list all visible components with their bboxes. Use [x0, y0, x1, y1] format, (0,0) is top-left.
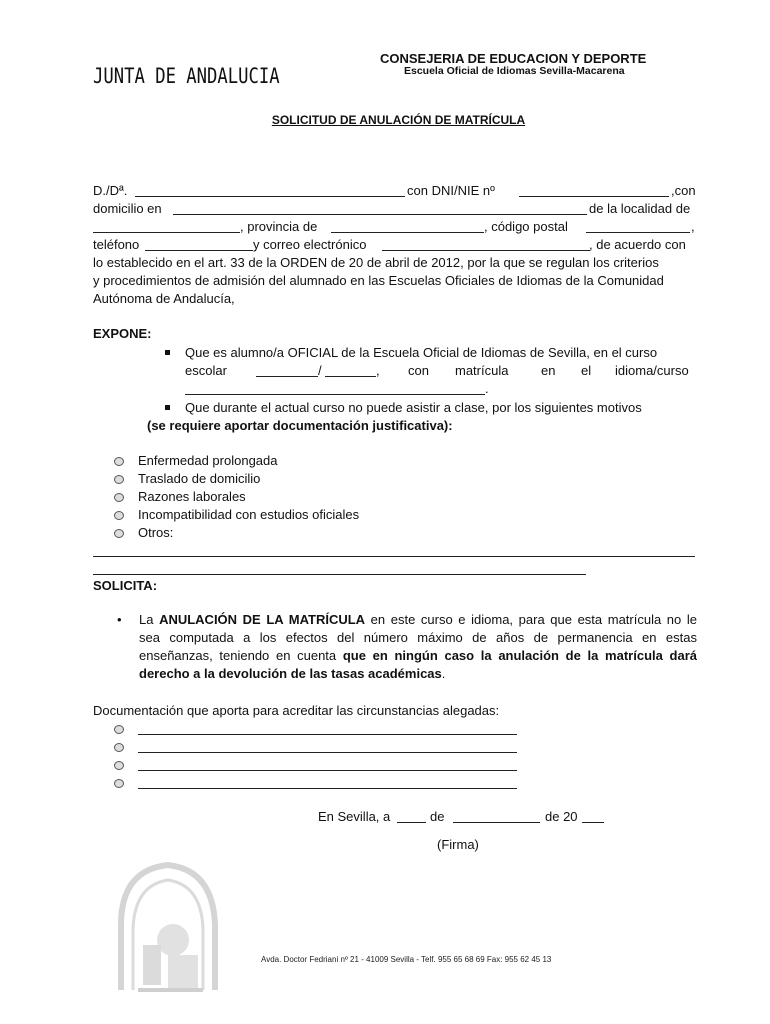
motivo-traslado: Traslado de domicilio — [138, 471, 261, 486]
square-bullet-icon — [165, 405, 170, 410]
applicant-section — [93, 182, 697, 308]
label-provincia: , provincia de — [240, 219, 318, 234]
radio-circle-icon[interactable] — [114, 493, 124, 502]
legal-text-3: Autónoma de Andalucía, — [93, 291, 235, 306]
bullet-dot: • — [117, 612, 122, 627]
year-start-field[interactable] — [256, 376, 318, 377]
provincia-row — [93, 218, 697, 236]
telefono-row — [93, 236, 697, 254]
motivo-laborales: Razones laborales — [138, 489, 246, 504]
localidad-field[interactable] — [93, 232, 240, 233]
solicita-heading: SOLICITA: — [93, 578, 158, 593]
word-en: en — [541, 363, 556, 378]
logo-text: JUNTA DE ANDALUCIA — [93, 64, 280, 88]
year-field[interactable] — [582, 822, 604, 823]
radio-circle-icon[interactable] — [114, 529, 124, 538]
cp-field[interactable] — [586, 232, 690, 233]
legal-text-1: lo establecido en el art. 33 de la ORDEN de 20 de abril de 2012, por la que se regulan los criterios — [93, 255, 659, 270]
footer-address: Avda. Doctor Fedriani nº 21 - 41009 Sevilla - Telf. 955 65 68 69 Fax: 955 62 45 13 — [261, 955, 552, 964]
comma: , — [691, 219, 695, 234]
word-el: el — [581, 363, 592, 378]
label-domicilio: domicilio en — [93, 201, 162, 216]
word-con: con — [408, 363, 429, 378]
label-localidad: de la localidad de — [589, 201, 691, 216]
documento-field-2[interactable] — [138, 752, 517, 753]
solicita-line-1: La ANULACIÓN DE LA MATRÍCULA en este curso e idioma, para que esta matrícula no le — [139, 612, 697, 627]
label-acuerdo: , de acuerdo con — [589, 237, 686, 252]
domicilio-row — [93, 200, 697, 218]
name-row — [93, 182, 697, 200]
document-title: SOLICITUD DE ANULACIÓN DE MATRÍCULA — [271, 113, 526, 127]
label-cp: , código postal — [484, 219, 568, 234]
square-bullet-icon — [165, 350, 170, 355]
label-d: D./Dª. — [93, 183, 128, 198]
label-telefono: teléfono — [93, 237, 140, 252]
period: . — [485, 381, 489, 396]
expone-item-1-line1: Que es alumno/a OFICIAL de la Escuela Oficial de Idiomas de Sevilla, en el curso — [185, 345, 658, 360]
legal-text-2: y procedimientos de admisión del alumnado en las Escuelas Oficiales de Idiomas de la Comunidad — [93, 273, 664, 288]
idioma-curso-field[interactable] — [185, 394, 485, 395]
documento-field-3[interactable] — [138, 770, 517, 771]
documento-field-4[interactable] — [138, 788, 517, 789]
solicita-line-4: derecho a la devolución de las tasas académicas. — [139, 666, 446, 681]
expone-item-1 — [185, 344, 704, 398]
school-name: Escuela Oficial de Idiomas Sevilla-Macarena — [404, 65, 625, 77]
day-field[interactable] — [397, 822, 426, 823]
label-de-1: de — [430, 809, 445, 824]
radio-circle-icon[interactable] — [114, 511, 124, 520]
radio-circle-icon[interactable] — [114, 779, 124, 788]
label-de-2: de 20 — [545, 809, 578, 824]
correo-field[interactable] — [382, 250, 590, 251]
signature-label: (Firma) — [437, 837, 479, 852]
slash: / — [318, 363, 322, 378]
domicilio-field[interactable] — [173, 214, 587, 215]
otros-line-1[interactable] — [93, 556, 695, 557]
solicita-paragraph — [139, 611, 697, 683]
radio-circle-icon[interactable] — [114, 761, 124, 770]
dni-field[interactable] — [519, 196, 669, 197]
solicita-line-3: enseñanzas, teniendo en cuenta que en ningún caso la anulación de la matrícula dará — [139, 648, 697, 663]
telefono-field[interactable] — [145, 250, 253, 251]
word-escolar: escolar — [185, 363, 227, 378]
radio-circle-icon[interactable] — [114, 475, 124, 484]
label-con: ,con — [671, 183, 696, 198]
comma-2: , — [376, 363, 380, 378]
month-field[interactable] — [453, 822, 540, 823]
andalucia-emblem-icon — [113, 850, 218, 1000]
label-correo: y correo electrónico — [253, 237, 367, 252]
radio-circle-icon[interactable] — [114, 725, 124, 734]
motivo-enfermedad: Enfermedad prolongada — [138, 453, 278, 468]
documentacion-label: Documentación que aporta para acreditar las circunstancias alegadas: — [93, 703, 500, 718]
word-idioma-curso: idioma/curso — [615, 363, 689, 378]
solicita-line-2: sea computada a los efectos del número máximo de años de permanencia en estas — [139, 630, 697, 645]
justification-note: (se requiere aportar documentación justificativa): — [147, 418, 453, 433]
name-field[interactable] — [135, 196, 405, 197]
radio-circle-icon[interactable] — [114, 457, 124, 466]
label-en-sevilla: En Sevilla, a — [318, 809, 391, 824]
expone-item-2: Que durante el actual curso no puede asistir a clase, por los siguientes motivos — [185, 400, 642, 415]
expone-item-1-line2 — [185, 362, 704, 380]
date-row — [318, 808, 618, 826]
word-matricula: matrícula — [455, 363, 509, 378]
year-end-field[interactable] — [325, 376, 376, 377]
consejeria-title: CONSEJERIA DE EDUCACION Y DEPORTE — [380, 51, 647, 66]
label-dni: con DNI/NIE nº — [407, 183, 495, 198]
expone-heading: EXPONE: — [93, 326, 152, 341]
motivo-incompatibilidad: Incompatibilidad con estudios oficiales — [138, 507, 360, 522]
otros-line-2[interactable] — [93, 574, 586, 575]
documento-field-1[interactable] — [138, 734, 517, 735]
provincia-field[interactable] — [331, 232, 484, 233]
motivo-otros: Otros: — [138, 525, 174, 540]
radio-circle-icon[interactable] — [114, 743, 124, 752]
expone-item-1-line3 — [185, 380, 704, 398]
